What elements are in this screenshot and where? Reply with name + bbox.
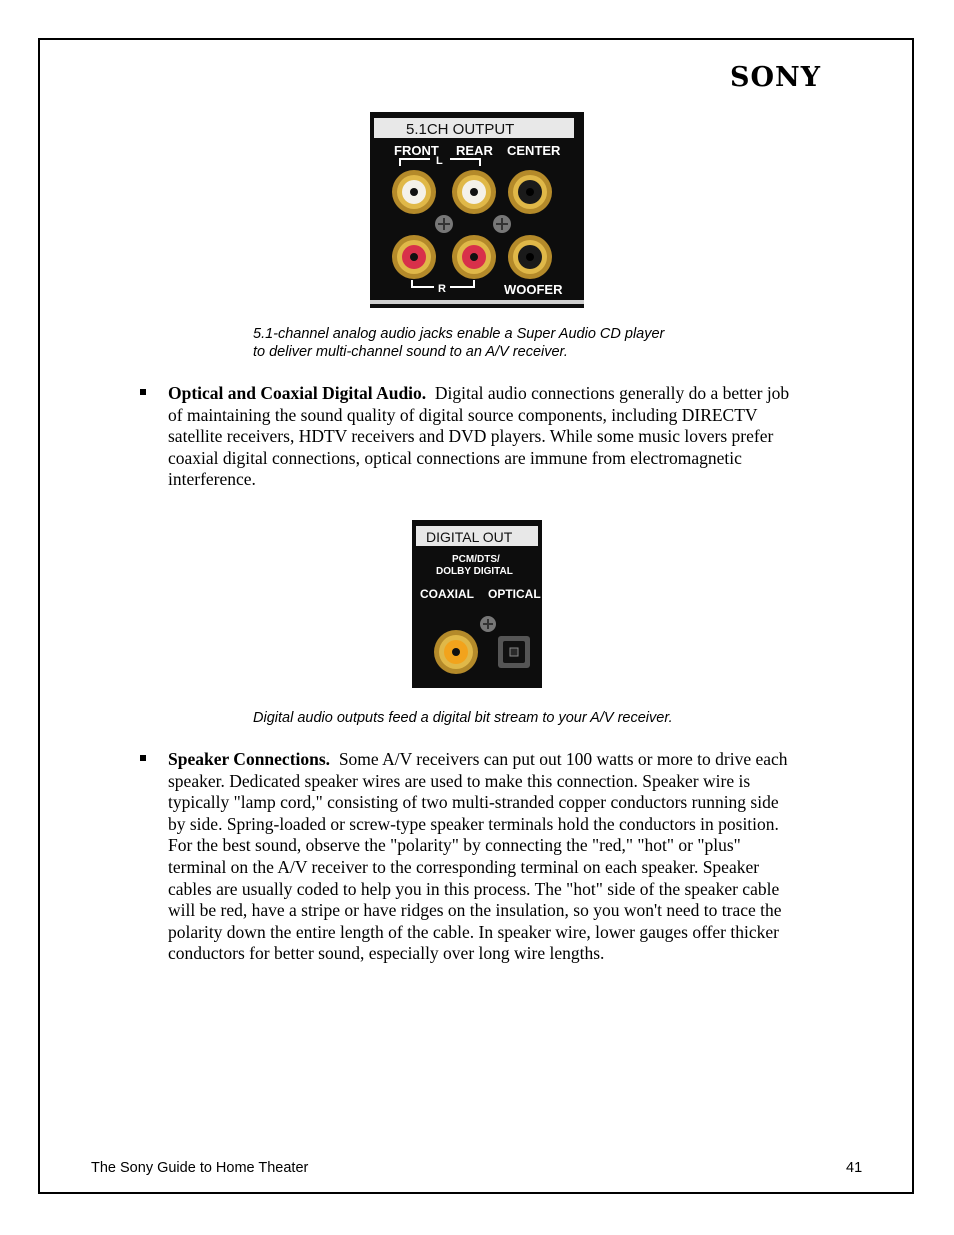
paragraph-digital-audio [168, 383, 800, 491]
caption-line-2: to deliver multi-channel sound to an A/V receiver. [253, 344, 568, 360]
label-dolby-digital: DOLBY DIGITAL [436, 566, 513, 577]
jack-coaxial [434, 630, 478, 674]
jack-woofer [508, 235, 552, 279]
jack-rear-l [452, 170, 496, 214]
label-rear: REAR [456, 143, 493, 158]
figure-digital-out-jacks [412, 520, 542, 688]
jack-optical [498, 636, 530, 668]
label-l: L [436, 155, 443, 167]
list-item-speaker-connections [140, 749, 800, 965]
caption-line-1: 5.1-channel analog audio jacks enable a Super Audio CD player [253, 326, 665, 342]
bullet-square-icon [140, 755, 146, 761]
jack-center [508, 170, 552, 214]
label-woofer: WOOFER [504, 282, 563, 297]
label-pcm-dts: PCM/DTS/ [452, 554, 500, 565]
panel-title-digital-out: DIGITAL OUT [426, 529, 513, 545]
jack-front-l [392, 170, 436, 214]
sony-logo: SONY [730, 62, 821, 93]
footer-title: The Sony Guide to Home Theater [91, 1160, 309, 1176]
figure-caption-1 [253, 325, 664, 361]
figure-caption-2: Digital audio outputs feed a digital bit stream to your A/V receiver. [253, 710, 673, 726]
body-speaker-connections: Some A/V receivers can put out 100 watts or more to drive each speaker. Dedicated speaker wires are used to make this connection. Speaker wire is typically "lamp cord," consisting of two multi-stranded copper conductors running side by side. Spring-loaded or screw-type speaker terminals hold the conductors in position. For the best sound, observe the "polarity" by connecting the "red," "hot" or "plus" terminal on the A/V receiver to the corresponding terminal on each speaker. Speaker cables are usually coded to help you in this process. The "hot" side of the speaker cable will be red, have a stripe or have ridges on the insulation, so you won't need to trace the polarity down the entire length of the cable. In speaker wire, lower gauges offer thicker conductors for better sound, especially over long wire lengths. [168, 749, 788, 964]
label-front: FRONT [394, 143, 439, 158]
label-optical: OPTICAL [488, 587, 541, 601]
jack-front-r [392, 235, 436, 279]
jack-rear-r [452, 235, 496, 279]
list-item-digital-audio [140, 383, 800, 491]
screw-icon [480, 616, 496, 632]
panel-title-5-1ch: 5.1CH OUTPUT [406, 121, 515, 138]
heading-speaker-connections: Speaker Connections. [168, 749, 331, 769]
screw-icon [493, 215, 511, 233]
label-r: R [438, 283, 446, 295]
bullet-square-icon [140, 389, 146, 395]
screw-icon [435, 215, 453, 233]
paragraph-speaker-connections [168, 749, 800, 965]
label-center: CENTER [507, 143, 561, 158]
heading-digital-audio: Optical and Coaxial Digital Audio. [168, 383, 427, 403]
page-number: 41 [846, 1160, 863, 1176]
label-coaxial: COAXIAL [420, 587, 474, 601]
body-digital-audio: Digital audio connections generally do a better job of maintaining the sound quality of digital source components, including DIRECTV satellite receivers, HDTV receivers and DVD players. While some music lovers prefer coaxial digital connections, optical connections are immune from electromagnetic interference. [168, 383, 790, 490]
figure-5-1ch-output-jacks [370, 112, 584, 308]
